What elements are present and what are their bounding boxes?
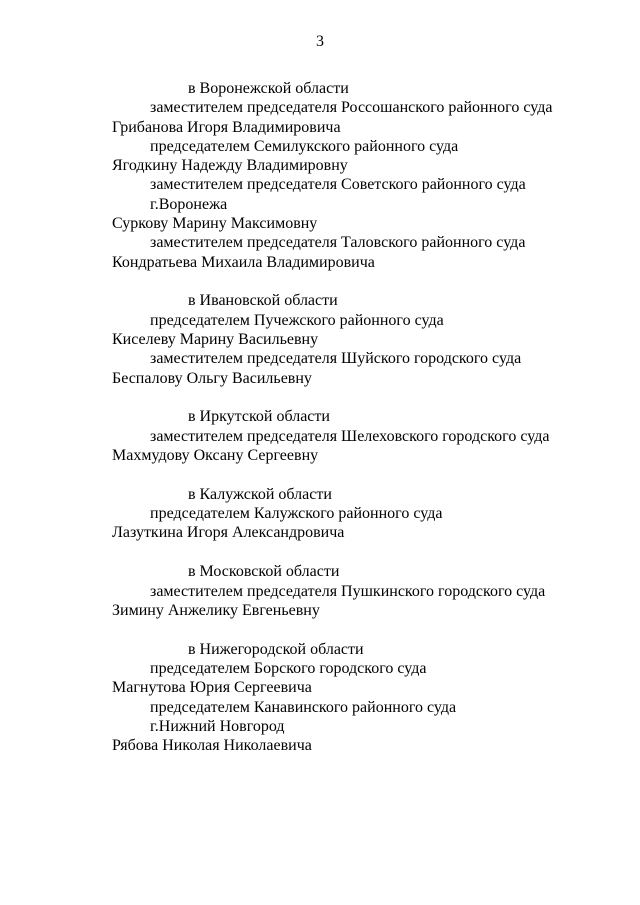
- region-section: [0, 485, 640, 543]
- region-heading: в Ивановской области: [188, 292, 338, 310]
- person-name: Грибанова Игоря Владимировича: [112, 118, 341, 136]
- region-section: [0, 640, 640, 756]
- position-line: заместителем председателя Советского районного суда: [150, 176, 526, 194]
- region-heading: в Нижегородской области: [188, 640, 364, 658]
- position-line: председателем Канавинского районного суда: [150, 698, 457, 716]
- position-line: заместителем председателя Таловского районного суда: [150, 234, 526, 252]
- person-name: Магнутова Юрия Сергеевича: [112, 679, 312, 697]
- region-heading: в Московской области: [188, 563, 340, 581]
- region-heading: в Калужской области: [188, 485, 332, 503]
- position-line: заместителем председателя Россошанского районного суда: [150, 99, 553, 117]
- region-heading: в Иркутской области: [188, 408, 330, 426]
- position-line: заместителем председателя Пушкинского городского суда: [150, 582, 546, 600]
- document-body: [0, 79, 640, 755]
- person-name: Махмудову Оксану Сергеевну: [112, 447, 319, 465]
- region-section: [0, 79, 640, 272]
- position-line: заместителем председателя Шелеховского городского суда: [150, 427, 550, 445]
- position-line: председателем Борского городского суда: [150, 659, 427, 677]
- position-line: председателем Семилукского районного суда: [150, 137, 459, 155]
- region-section: [0, 407, 640, 465]
- page-number: 3: [316, 33, 324, 50]
- region-heading: в Воронежской области: [188, 80, 349, 97]
- position-line: заместителем председателя Шуйского городского суда: [150, 350, 522, 368]
- person-name: Суркову Марину Максимовну: [112, 215, 318, 233]
- region-section: [0, 562, 640, 620]
- person-name: Кондратьева Михаила Владимировича: [112, 253, 375, 271]
- position-line: г.Воронежа: [150, 195, 228, 213]
- person-name: Беспалову Ольгу Васильевну: [112, 369, 312, 387]
- person-name: Зимину Анжелику Евгеньевну: [112, 601, 320, 619]
- region-section: [0, 291, 640, 387]
- person-name: Киселеву Марину Васильевну: [112, 331, 319, 349]
- person-name: Ягодкину Надежду Владимировну: [112, 157, 348, 175]
- position-line: председателем Калужского районного суда: [150, 505, 443, 523]
- position-line: председателем Пучежского районного суда: [150, 311, 444, 329]
- position-line: г.Нижний Новгород: [150, 717, 285, 735]
- person-name: Лазуткина Игоря Александровича: [112, 524, 345, 542]
- person-name: Рябова Николая Николаевича: [112, 737, 312, 755]
